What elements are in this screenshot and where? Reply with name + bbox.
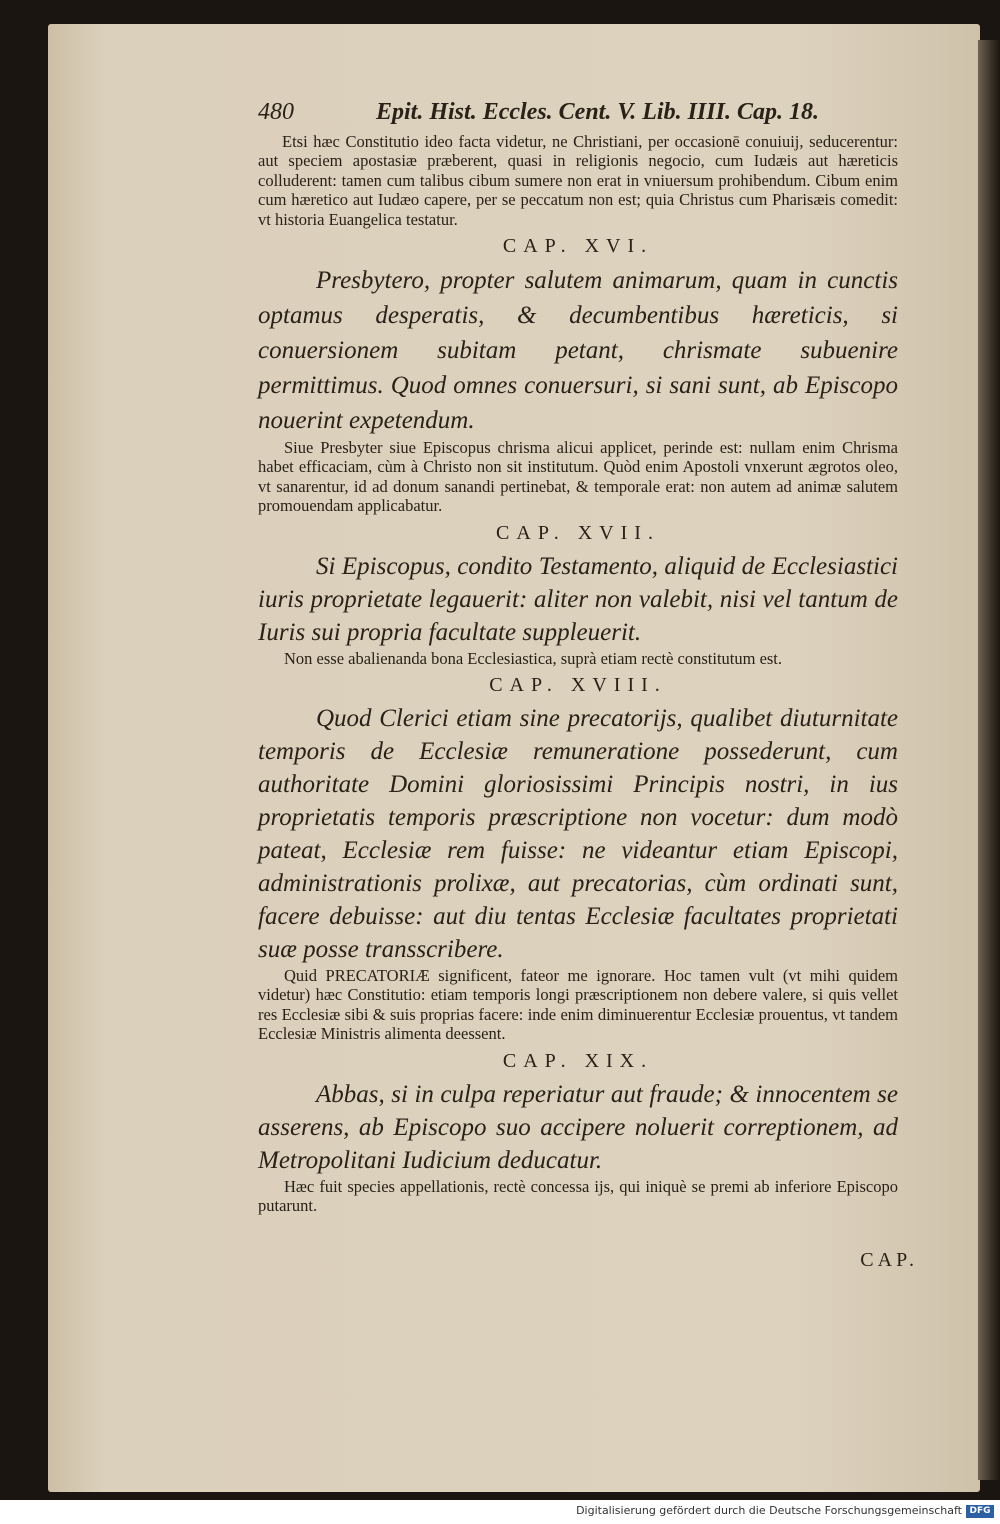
commentary-paragraph: Etsi hæc Constitutio ideo facta videtur, ne Christiani, per occasionē conuiuij, seducerentur: aut speciem apostasiæ præberent, quasi in religionis negocio, cum Iudæis aut hæreticis colluderent: tamen cum talibus cibum sumere non erat in vniuersum prohibendum. Cibum enim cum hæretico aut Iudæo capere, per se peccatum non est; quia Christus cum Pharisæis comedit: vt historia Euangelica testatur. [258, 132, 898, 229]
commentary-paragraph: Siue Presbyter siue Episcopus chrisma alicui applicet, perinde est: nullam enim Chrisma habet efficaciam, cùm à Christo non sit institutum. Quòd enim Apostoli vnxerunt ægrotos oleo, vt sanarentur, id ad donum sanandi pertinebat, & temporale erat: non autem ad animæ salutem promouendam applicabatur. [258, 438, 898, 516]
page-number: 480 [258, 99, 294, 125]
running-head [258, 92, 898, 132]
chapter-heading: CAP. XIX. [502, 1049, 654, 1072]
page-edge-shadow [978, 40, 1000, 1480]
page-content [258, 92, 898, 1216]
footer-bar [0, 1500, 1000, 1524]
commentary-paragraph: Non esse abalienanda bona Ecclesiastica, suprà etiam rectè constitutum est. [284, 648, 783, 668]
catchword: CAP. [860, 1249, 918, 1271]
canon-text: Quod Clerici etiam sine precatorijs, qualibet diuturnitate temporis de Ecclesiæ remuneratione possederunt, cum authoritate Domini gloriosissimi Principis nostri, in ius proprietatis temporis præscriptione non vocetur: dum modò pateat, Ecclesiæ rem fuisse: ne videantur etiam Episcopi, administrationis prolixæ, aut precatorias, cùm ordinati sunt, facere debuisse: aut diu tentas Ecclesiæ facultates proprietati suæ posse transscribere. [258, 705, 898, 964]
canon-text: Si Episcopus, condito Testamento, aliquid de Ecclesiastici iuris proprietate legauerit: aliter non valebit, nisi vel tantum de Iuris sui propria facultate suppleuerit. [258, 552, 898, 646]
canon-text: Presbytero, propter salutem animarum, quam in cunctis optamus desperatis, & decumbentibus hæreticis, si conuersionem subitam petant, chrismate subuenire permittimus. Quod omnes conuersuri, si sani sunt, ab Episcopo nouerint expetendum. [258, 267, 898, 435]
commentary-paragraph: Hæc fuit species appellationis, rectè concessa ijs, qui iniquè se premi ab inferiore Episcopo putarunt. [258, 1176, 898, 1216]
commentary-paragraph: Quid PRECATORIÆ significent, fateor me ignorare. Hoc tamen vult (vt mihi quidem videtur) hæc Constitutio: etiam temporis longi præscriptionem non debere valere, si quis vellet res Ecclesiæ sibi & suis proprias facere: inde enim diminuerentur Ecclesiæ prouentus, vt tandem Ecclesiæ Ministris alimenta deessent. [258, 966, 898, 1044]
dfg-logo: DFG [966, 1505, 994, 1518]
chapter-heading: CAP. XVIII. [489, 674, 667, 697]
chapter-heading: CAP. XVII. [496, 521, 660, 544]
chapter-heading: CAP. XVI. [502, 235, 654, 258]
canon-text: Abbas, si in culpa reperiatur aut fraude; & innocentem se asserens, ab Episcopo suo accipere noluerit correptionem, ad Metropolitani Iudicium deducatur. [258, 1080, 898, 1174]
funding-credit: Digitalisierung gefördert durch die Deutsche Forschungsgemeinschaft [576, 1504, 962, 1517]
running-title: Epit. Hist. Eccles. Cent. V. Lib. IIII. Cap. 18. [376, 99, 819, 125]
